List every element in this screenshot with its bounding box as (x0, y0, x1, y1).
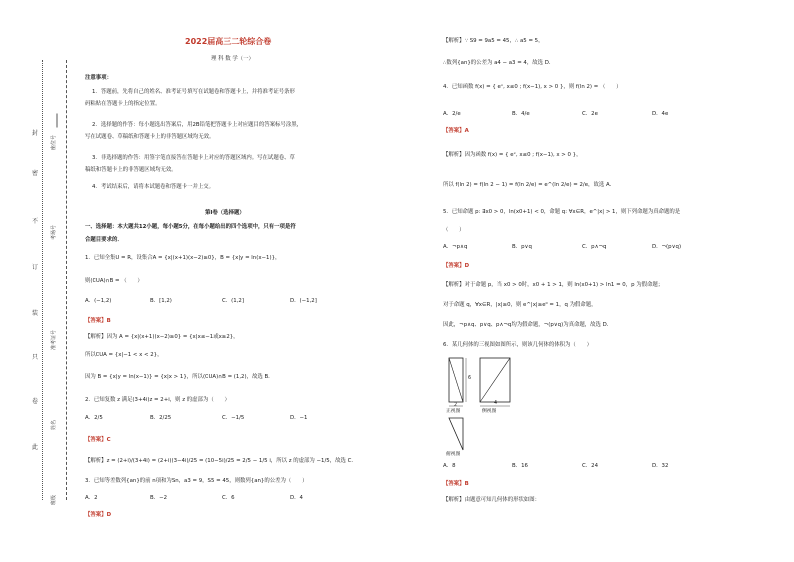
option-d: D．(−1,2] (290, 298, 317, 304)
option-a: A．8 (443, 463, 456, 469)
answer-tag: 【答案】A (443, 128, 469, 134)
explanation: 因为 B = {x|y = ln(x−1)} = {x|x > 1}，所以(∁UA)∩B = (1,2)，故选 B． (85, 374, 274, 380)
binding-char-6: 只 (32, 354, 39, 361)
option-c: C．p∧¬q (582, 244, 607, 250)
option-c: C．(1,2] (222, 298, 244, 304)
option-d: D．4e (652, 111, 669, 117)
note-line: 稿纸和答题卡上的非答题区域均无效。 (85, 167, 177, 173)
note-line: 码粘贴在答题卡上的指定位置。 (85, 101, 161, 107)
name-label: 姓名 (51, 419, 57, 430)
explanation: 【解析】z = (2+i)/(3+4i) = (2+i)(3−4i)/25 = (10−5i)/25 = 2/5 − 1/5 i，所以 z 的虚部为 −1/5，故选 C． (85, 458, 357, 464)
question-1: 1．已知全集U = R，设集合A = {x|(x+1)(x−2)≥0}，B = {x|y = ln(x−1)}， (85, 255, 281, 261)
top-view-triangle (449, 418, 463, 450)
option-d: D．32 (652, 463, 669, 469)
binding-char-5: 装 (32, 310, 39, 317)
option-d: D．4 (290, 495, 303, 501)
note-line: 2．选择题的作答：每小题选出答案后，用2B铅笔把答题卡上对应题目的答案标号涂黑， (92, 122, 303, 128)
binding-char-1: 封 (32, 130, 39, 137)
option-a: A．2/5 (85, 415, 103, 421)
question-4: 4．已知函数 f(x) = { eˣ, x≤0 ; f(x−1), x > 0 }，则 f(ln 2) = （ ） (443, 84, 622, 90)
explanation: 【解析】∵ S9 = 9a5 = 45，∴ a5 = 5， (443, 38, 544, 44)
question-3: 3．已知等差数列{an}的前 n项和为Sn，a3 = 9，S5 = 45，则数列{an}的公差为（ ） (85, 478, 308, 484)
seat-number-label: 座位号 (51, 134, 57, 150)
binding-char-4: 订 (32, 264, 39, 271)
option-c: C．24 (582, 463, 599, 469)
explanation: 【解析】因为函数 f(x) = { eˣ, x≤0 ; f(x−1), x > 0 }， (443, 152, 582, 158)
note-line: 3．非选择题的作答：用签字笔直接答在答题卡上对应的答题区域内。写在试题卷、草 (92, 155, 295, 161)
answer-tag: 【答案】B (85, 318, 111, 324)
exam-room-label: 考场号 (51, 224, 57, 240)
answer-tag: 【答案】B (443, 481, 469, 487)
figure-width-label: 4 (494, 401, 498, 406)
explanation: 因此，¬p∧q、p∨q、p∧¬q均为假命题，¬(p∨q)为真命题，故选 D． (443, 322, 613, 328)
front-view-diagonal (449, 358, 463, 402)
binding-char-2: 密 (32, 170, 39, 177)
answer-tag: 【答案】D (85, 512, 112, 518)
option-b: B．4/e (512, 111, 530, 117)
explanation: 对于命题 q，∀x∈R，|x|≥0，则 e^|x|≥e⁰ = 1，q 为假命题， (443, 302, 597, 308)
question-5: 5．已知命题 p: ∃x0 > 0，ln(x0+1) < 0，命题 q: ∀x∈R，e^|x| > 1，则下列命题为真命题的是 (443, 209, 681, 215)
option-b: B．2/25 (150, 415, 172, 421)
option-c: C．6 (222, 495, 235, 501)
binding-char-8: 此 (32, 444, 39, 451)
notes-heading: 注意事项： (85, 75, 112, 81)
side-view-diagonal (480, 358, 510, 402)
binding-char-7: 卷 (32, 398, 39, 405)
option-c: C．−1/5 (222, 415, 245, 421)
option-b: B．16 (512, 463, 528, 469)
option-c: C．2e (582, 111, 598, 117)
explanation: 所以∁UA = {x|−1 < x < 2}， (85, 352, 163, 358)
figure-height-label: 6 (468, 376, 472, 381)
side-view-label: 侧视图 (482, 409, 497, 414)
note-line: 4．考试结束后，请将本试题卷和答题卡一并上交。 (92, 184, 215, 190)
option-a: A．¬p∧q (443, 244, 468, 250)
option-b: B．−2 (150, 495, 168, 501)
figure-width-label: 2 (454, 403, 458, 408)
option-a: A．2/e (443, 111, 461, 117)
seat-underline (57, 114, 58, 128)
option-b: B．[1,2) (150, 298, 172, 304)
note-line: 1．答题前，先将自己的姓名、准考证号填写在试题卷和答题卡上，并将准考证号条形 (92, 89, 295, 95)
class-label: 班级 (51, 494, 57, 505)
explanation: ∴数列{an}的公差为 a4 − a3 = 4，故选 D． (443, 60, 555, 66)
section-title: 第Ⅰ卷（选择题） (205, 210, 245, 216)
binding-dotted-line (42, 60, 43, 500)
answer-tag: 【答案】D (443, 263, 470, 269)
binding-char-3: 不 (32, 218, 39, 225)
page-subtitle: 理 科 数 学（一） (211, 56, 254, 62)
note-line: 写在试题卷、草稿纸和答题卡上的非答题区域均无效。 (85, 134, 215, 140)
section-intro: 一、选择题：本大题共12小题，每小题5分，在每小题给出的四个选项中，只有一项是符 (85, 224, 296, 230)
explanation: 【解析】因为 A = {x|(x+1)(x−2)≥0} = {x|x≤−1或x≥2}， (85, 334, 239, 340)
explanation: 【解析】对于命题 p，当 x0 > 0时，x0 + 1 > 1，则 ln(x0+1) > ln1 = 0，p 为假命题； (443, 282, 664, 288)
section-intro: 合题目要求的． (85, 237, 123, 243)
question-2: 2．已知复数 z 满足(3+4i)z = 2+i，则 z 的虚部为（ ） (85, 397, 230, 403)
option-b: B．p∨q (512, 244, 532, 250)
admission-number-label: 准考证号 (51, 329, 57, 350)
top-view-label: 俯视图 (446, 452, 461, 457)
option-a: A．(−1,2) (85, 298, 112, 304)
option-d: D．−1 (290, 415, 308, 421)
option-a: A．2 (85, 495, 98, 501)
answer-tag: 【答案】C (85, 437, 111, 443)
explanation: 所以 f(ln 2) = f(ln 2 − 1) = f(ln 2/e) = e^(ln 2/e) = 2/e，故选 A． (443, 182, 616, 188)
question-6: 6．某几何体的三视图如图所示，则该几何体的体积为（ ） (443, 342, 592, 348)
explanation: 【解析】由题意可知几何体的形状如图： (443, 497, 541, 503)
question-1-cont: 则(∁UA)∩B = （ ） (85, 278, 143, 284)
front-view-label: 正视图 (446, 409, 461, 414)
option-d: D．¬(p∨q) (652, 244, 682, 250)
binding-dashed-line (66, 60, 67, 500)
question-5-cont: （ ） (443, 227, 465, 233)
page-title: 2022届高三二轮综合卷 (185, 37, 272, 46)
